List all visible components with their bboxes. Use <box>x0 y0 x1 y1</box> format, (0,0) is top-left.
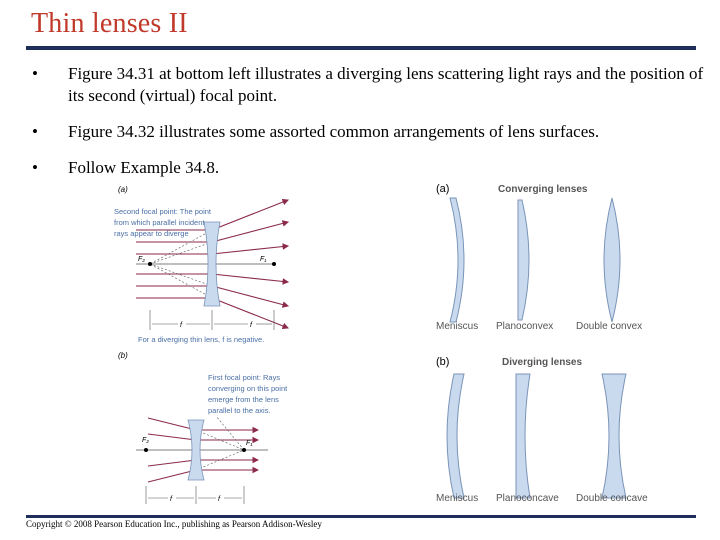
focal-point-dot <box>144 448 148 452</box>
bullet-symbol: • <box>32 122 38 141</box>
double-concave-lens <box>602 374 626 498</box>
planoconcave-lens <box>516 374 530 498</box>
double-convex-lens <box>604 198 620 322</box>
figure-diverging-lens-rays <box>108 182 318 512</box>
bullet-item <box>28 121 708 143</box>
panel-b-label: (b) <box>118 351 128 360</box>
diverging-heading: Diverging lenses <box>502 357 583 368</box>
panel-a-note-line: from which parallel incident <box>114 218 205 227</box>
panel-b-f-label: f <box>170 496 172 503</box>
bullet-list <box>28 63 708 193</box>
panel-a-caption: For a diverging thin lens, f is negative. <box>138 335 265 344</box>
bullet-text: Figure 34.32 illustrates some assorted common arrangements of lens surfaces. <box>68 122 600 141</box>
panel-b-f1-label: F₁ <box>246 440 253 447</box>
converging-meniscus-lens <box>450 198 464 322</box>
panel-a-f2-label: F₂ <box>138 256 145 263</box>
panel-b-note-line: converging on this point <box>208 384 288 393</box>
planoconvex-lens <box>518 200 529 320</box>
panel-a-note-line: rays appear to diverge <box>114 229 189 238</box>
copyright-notice: Copyright © 2008 Pearson Education Inc., publishing as Pearson Addison-Wesley <box>26 519 322 529</box>
bullet-symbol: • <box>32 64 38 83</box>
bullet-item <box>28 157 708 179</box>
diverging-label: (b) <box>436 356 450 368</box>
panel-a-label: (a) <box>118 185 128 194</box>
footer-divider <box>26 515 696 518</box>
panel-a-f-label: f <box>250 322 252 329</box>
bullet-text: Figure 34.31 at bottom left illustrates a diverging lens scattering light rays and the position of its second (virtual) focal point. <box>68 64 704 105</box>
figure-lens-types <box>432 178 668 508</box>
panel-b-f-label: f <box>218 496 220 503</box>
focal-point-dot <box>272 262 276 266</box>
panel-b-note-line: emerge from the lens <box>208 395 279 404</box>
slide-title: Thin lenses II <box>31 8 188 39</box>
panel-b-note-line: First focal point: Rays <box>208 373 281 382</box>
bullet-item <box>28 63 708 107</box>
diverging-type-label: Double concave <box>576 493 648 504</box>
bullet-symbol: • <box>32 158 38 177</box>
converging-type-label: Double convex <box>576 321 643 332</box>
title-divider <box>26 46 696 50</box>
focal-point-dot <box>242 448 246 452</box>
converging-label: (a) <box>436 183 450 195</box>
converging-heading: Converging lenses <box>498 184 588 195</box>
bullet-text: Follow Example 34.8. <box>68 158 220 177</box>
panel-b-note-line: parallel to the axis. <box>208 406 271 415</box>
focal-point-dot <box>148 262 152 266</box>
diverging-type-label: Planoconcave <box>496 493 559 504</box>
panel-a-f-label: f <box>180 322 182 329</box>
panel-b-f2-label: F₂ <box>142 437 149 444</box>
panel-a-note-line: Second focal point: The point <box>114 207 212 216</box>
converging-type-label: Meniscus <box>436 321 479 332</box>
converging-type-label: Planoconvex <box>496 321 554 332</box>
diverging-meniscus-lens <box>447 374 464 498</box>
panel-a-f1-label: F₁ <box>260 256 267 263</box>
diverging-type-label: Meniscus <box>436 493 479 504</box>
